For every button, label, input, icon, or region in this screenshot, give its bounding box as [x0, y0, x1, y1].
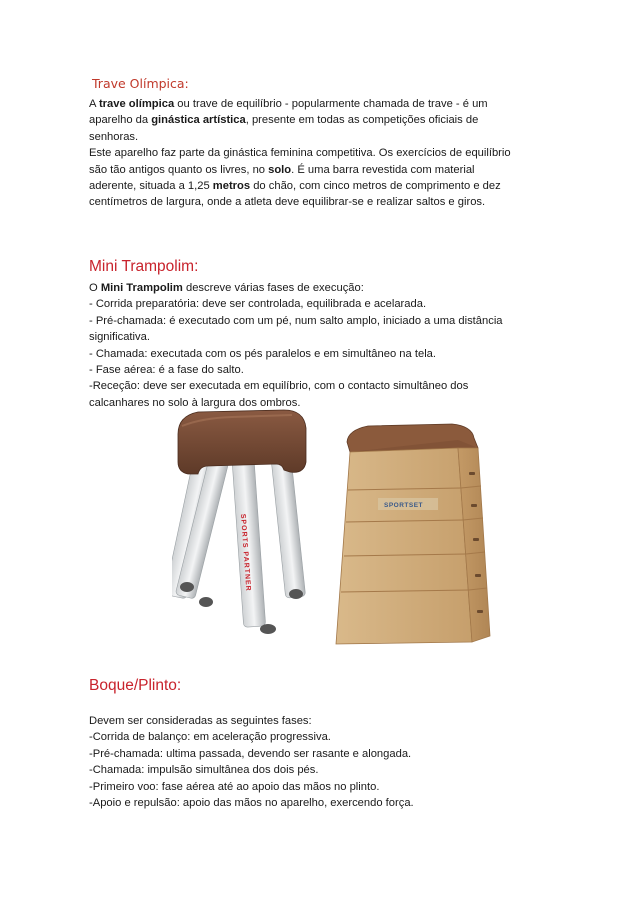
heading-boque-plinto: Boque/Plinto:	[89, 677, 182, 694]
text-run: são tão antigos quanto os livres, no	[89, 163, 269, 176]
horse-leg-brand: SPORTS PARTNER	[239, 513, 252, 592]
box-front	[336, 448, 472, 644]
text-run: aparelho da	[89, 114, 152, 127]
text-run: aderente, situada a 1,25	[89, 180, 213, 193]
text-run: centímetros de largura, onde a atleta deve equilibrar-se e realizar saltos e giros.	[89, 196, 486, 209]
text-run: do chão, com cinco metros de comprimento e dez	[250, 180, 501, 193]
text-run: -Receção: deve ser executada em equilíbrio, com o contacto simultâneo dos	[89, 380, 469, 393]
vaulting-box	[336, 424, 490, 644]
text-line	[89, 762, 414, 778]
text-run: ou trave de equilíbrio - popularmente chamada de trave - é um	[174, 98, 488, 110]
text-line	[89, 329, 503, 345]
text-line	[89, 313, 503, 329]
text-line	[89, 194, 511, 210]
text-line	[89, 779, 414, 795]
text-line	[89, 178, 511, 194]
text-run: Devem ser consideradas as seguintes fases:	[89, 715, 312, 727]
text-line	[89, 112, 511, 128]
vaulting-horse	[172, 410, 306, 634]
horse-foot	[289, 589, 303, 599]
horse-body	[178, 410, 306, 474]
paragraph-trave-olimpica	[89, 96, 511, 211]
text-run: A	[89, 98, 99, 110]
bold-term: solo	[268, 163, 292, 176]
heading-trave-olimpica: Trave Olímpica:	[92, 76, 189, 91]
text-line	[89, 145, 511, 161]
text-line	[89, 746, 414, 762]
text-run: - Chamada: executada com os pés paralelos e em simultâneo na tela.	[89, 347, 437, 360]
apparatus-photo	[172, 404, 500, 656]
text-run: -Pré-chamada: ultima passada, devendo ser rasante e alongada.	[89, 747, 412, 760]
text-line	[89, 162, 511, 178]
text-run: , presente em todas as competições oficiais de	[245, 114, 479, 127]
text-line	[89, 362, 503, 378]
text-run: - Fase aérea: é a fase do salto.	[89, 364, 244, 377]
text-run: calcanhares no solo à largura dos ombros.	[89, 396, 301, 409]
text-run: descreve várias fases de execução:	[182, 282, 364, 294]
text-run: Este aparelho faz parte da ginástica feminina competitiva. Os exercícios de equilíbrio	[89, 147, 511, 160]
text-line	[89, 129, 511, 145]
text-run: -Chamada: impulsão simultânea dos dois pés.	[89, 764, 319, 777]
horse-foot	[260, 624, 276, 634]
text-run: -Primeiro voo: fase aérea até ao apoio das mãos no plinto.	[89, 780, 380, 793]
text-run: significativa.	[89, 331, 150, 344]
horse-foot	[199, 597, 213, 607]
text-run: -Apoio e repulsão: apoio das mãos no aparelho, exercendo força.	[89, 797, 414, 810]
bold-term: Mini Trampolim	[100, 282, 183, 294]
text-run: - Corrida preparatória: deve ser controlada, equilibrada e acelarada.	[89, 298, 427, 311]
bold-term: trave olímpica	[98, 98, 175, 110]
box-logo: SPORTSET	[384, 502, 424, 509]
text-run: senhoras.	[89, 130, 139, 143]
text-run: . É uma barra revestida com material	[291, 163, 475, 176]
text-line	[89, 296, 503, 312]
text-line	[89, 378, 503, 394]
text-run: - Pré-chamada: é executado com um pé, num salto amplo, iniciado a uma distância	[89, 314, 503, 327]
bold-term: metros	[212, 180, 251, 193]
apparatus-illustration	[172, 404, 500, 656]
heading-mini-trampolim: Mini Trampolim:	[89, 258, 199, 275]
text-line	[89, 729, 414, 745]
text-line	[89, 795, 414, 811]
text-line	[89, 713, 414, 729]
bold-term: ginástica artística	[151, 114, 246, 127]
paragraph-boque-plinto	[89, 713, 414, 811]
text-run: O	[89, 282, 101, 294]
text-line	[89, 280, 503, 296]
paragraph-mini-trampolim	[89, 280, 503, 411]
text-line	[89, 96, 511, 112]
horse-foot	[180, 582, 194, 592]
text-line	[89, 346, 503, 362]
text-run: -Corrida de balanço: em aceleração progressiva.	[89, 731, 331, 744]
